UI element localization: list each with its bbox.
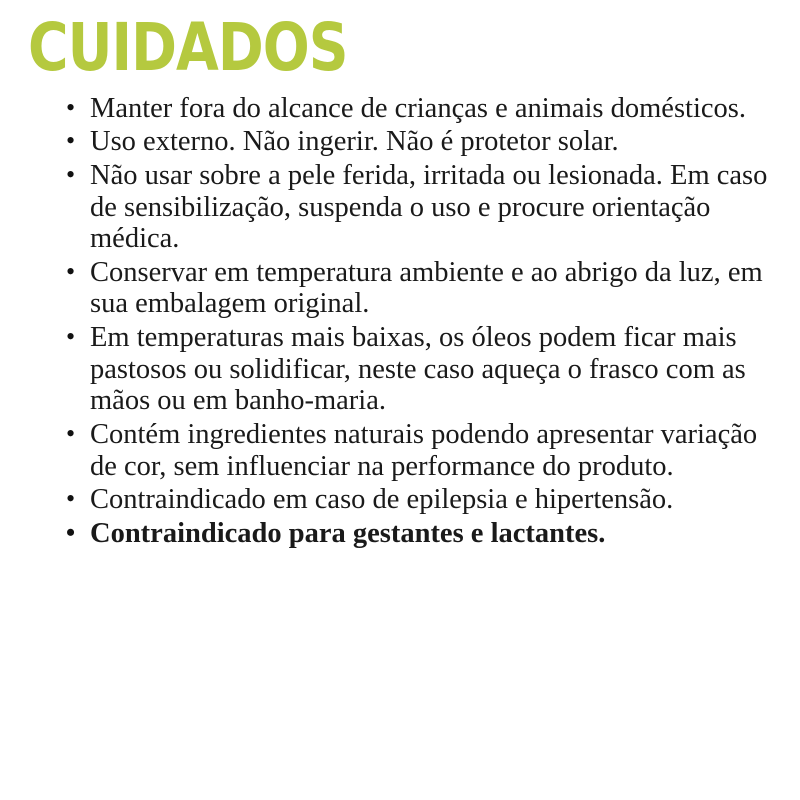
list-item: • Contraindicado em caso de epilepsia e hipertensão.: [74, 484, 778, 516]
list-item: • Uso externo. Não ingerir. Não é protetor solar.: [74, 126, 778, 158]
care-list: [22, 93, 778, 550]
list-item: • Em temperaturas mais baixas, os óleos podem ficar mais pastosos ou solidificar, neste caso aqueça o frasco com as mãos ou em banho-maria.: [74, 322, 778, 417]
list-item: • Manter fora do alcance de crianças e animais domésticos.: [74, 93, 778, 125]
page-title: CUIDADOS: [28, 9, 348, 86]
list-item: • Contém ingredientes naturais podendo apresentar variação de cor, sem influenciar na performance do produto.: [74, 419, 778, 482]
list-item: • Não usar sobre a pele ferida, irritada ou lesionada. Em caso de sensibilização, suspenda o uso e procure orientação médica.: [74, 160, 778, 255]
list-item: • Contraindicado para gestantes e lactantes.: [74, 518, 778, 550]
list-item: • Conservar em temperatura ambiente e ao abrigo da luz, em sua embalagem original.: [74, 257, 778, 320]
